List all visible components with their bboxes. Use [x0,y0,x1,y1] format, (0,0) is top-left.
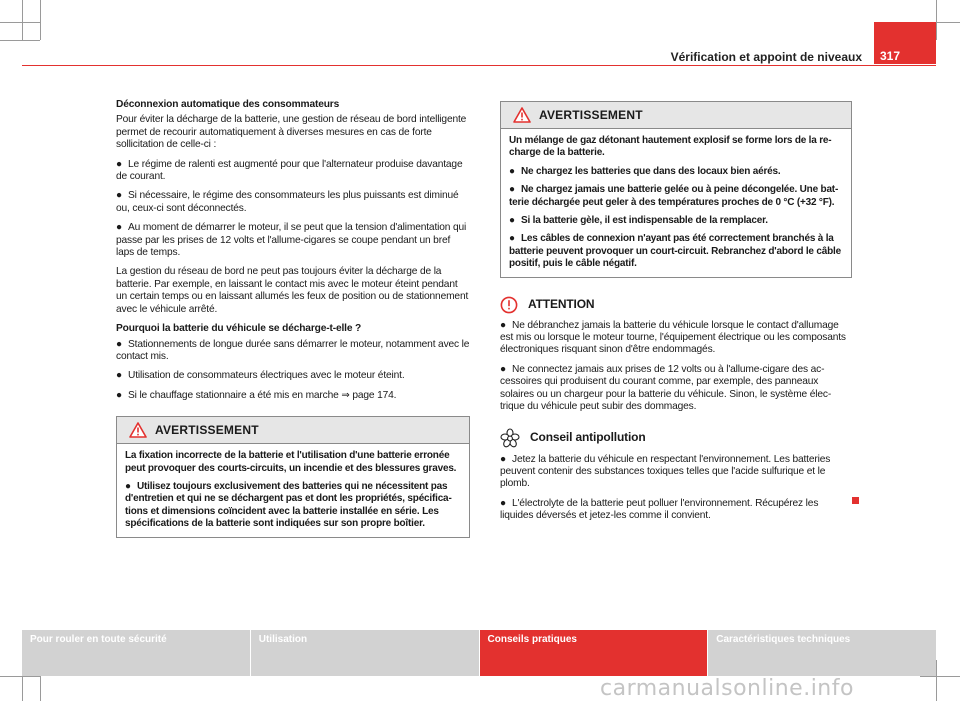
running-header: Vérification et appoint de niveaux [670,50,862,64]
crop-mark [0,40,40,41]
bullet-item [500,364,852,414]
attention-label: ATTENTION [528,297,595,312]
bullet-item [116,390,470,402]
bullet-item [116,159,470,184]
bullet-text: Les câbles de connexion n'ayant pas été correctement branchés à la batterie peuvent provoquer un court-circuit. Rebranchez d'abord le câble positif, puis le câble négatif. [509,233,841,270]
crop-mark [936,660,937,701]
warning-box-body [501,129,851,277]
warning-triangle-icon [129,422,147,438]
watermark: carmanualsonline.info [600,676,854,701]
bullet-dot: ● [509,215,515,227]
section-heading: Pourquoi la batterie du véhicule se décharge-t-elle ? [116,323,362,335]
warning-intro: La fixation incorrecte de la batterie et l'utilisation d'une batterie erronée peut provoquer des courts-circuits, un incendie et des blessures graves. [125,450,457,474]
crop-mark [920,676,960,677]
crop-mark [936,0,937,40]
left-column [116,99,470,538]
bullet-item [116,190,470,215]
bullet-text: Utilisez toujours exclusivement des batteries qui ne nécessitent pas d'entretien et qui ne se déchargent pas et dont les propriétés, spécifications et dimensions coïncident avec la batterie installée en série. Les spécifications de la batterie sont indiquées sur son propre boîtier. [125,480,452,530]
bullet-text: Ne chargez jamais une batterie gelée ou à peine décongelée. Une batterie déchargée peut geler à des températures proches de 0 °C (+32 °F). [509,184,839,208]
eco-heading [500,428,852,448]
exclamation-circle-icon [500,296,518,314]
bullet-text: Si la batterie gèle, il est indispensable de la remplacer. [521,215,768,227]
paragraph: La gestion du réseau de bord ne peut pas toujours éviter la décharge de la batterie. Par exemple, en laissant le contact mis avec le moteur éteint pendant un certain temps ou en laissant allumés les feux de position ou de stationnement avec le véhicule arrêté. [116,266,469,315]
bullet-item [500,454,852,491]
right-column [500,101,852,530]
bullet-dot: ● [500,453,507,465]
page-number-text: 317 [880,49,901,63]
crop-mark [22,0,23,40]
warning-box-header [117,417,469,444]
section-heading: Déconnexion automatique des consommateurs [116,99,340,110]
footer-tab-usage[interactable]: Utilisation [251,630,479,676]
footer-nav [22,630,936,676]
bullet-text: Si nécessaire, le régime des consommateurs les plus puissants est diminué ou, ceux-ci sont déconnectés. [116,190,459,214]
warning-intro: Un mélange de gaz détonant hautement explosif se forme lors de la recharge de la batterie. [509,135,832,159]
section-end-mark [852,497,859,504]
warning-box-body [117,444,469,536]
bullet-text: Le régime de ralenti est augmenté pour que l'alternateur produise davantage de courant. [116,158,463,183]
footer-tab-practical-tips[interactable]: Conseils pratiques [480,630,708,676]
bullet-text: Au moment de démarrer le moteur, il se peut que la tension d'alimentation qui passe par les prises de 12 volts et l'allume-cigares se coupe pendant un bref laps de temps. [116,222,467,259]
bullet-item [116,339,470,364]
bullet-text: Stationnements de longue durée sans démarrer le moteur, notamment avec le contact mis. [116,338,470,362]
bullet-dot: ● [509,233,515,245]
attention-heading [500,296,852,314]
warning-box [116,416,470,537]
warning-triangle-icon [513,107,531,123]
bullet-text: Jetez la batterie du véhicule en respectant l'environnement. Les batteries peuvent contenir des substances toxiques telles que l'acide sulfurique et le plomb. [500,453,831,490]
attention-section [500,296,852,414]
bullet-text: Ne connectez jamais aux prises de 12 volts ou à l'allume-cigare des accessoires qui produisent du courant comme, par exemple, des panneaux solaires ou un chargeur pour la batterie du véhicule. Sinon, le système électrique du véhicule peut subir des dommages. [500,363,832,413]
bullet-text: Ne chargez les batteries que dans des locaux bien aérés. [521,165,781,177]
crop-mark [40,0,41,40]
bullet-text: Utilisation de consommateurs électriques avec le moteur éteint. [128,370,405,382]
bullet-item [125,481,461,531]
warning-label: AVERTISSEMENT [539,107,643,122]
bullet-dot: ● [509,165,515,177]
bullet-dot: ● [125,480,131,492]
crop-mark [0,676,40,677]
flower-icon [500,428,520,448]
bullet-dot: ● [509,184,515,196]
crop-mark [0,22,40,23]
warning-box [500,101,852,278]
bullet-dot: ● [500,363,507,375]
bullet-dot: ● [500,497,507,509]
bullet-dot: ● [500,319,507,331]
bullet-item [509,233,843,270]
bullet-item [509,184,843,209]
page-number [874,22,936,64]
eco-section [500,428,852,523]
paragraph: Pour éviter la décharge de la batterie, une gestion de réseau de bord intelligente permet de recourir automatiquement à diverses mesures en cas de forte sollicitation de celle-ci : [116,114,467,151]
bullet-item [116,370,470,382]
warning-label: AVERTISSEMENT [155,422,259,437]
bullet-dot: ● [116,222,123,234]
bullet-item [500,320,852,357]
bullet-text: L'électrolyte de la batterie peut polluer l'environnement. Récupérez les liquides déversés et jetez-les comme il convient. [500,497,819,522]
bullet-item [500,498,852,523]
header-rule [22,65,936,66]
bullet-dot: ● [116,370,123,382]
bullet-item [509,166,843,178]
bullet-item [116,222,470,259]
eco-label: Conseil antipollution [530,430,646,445]
bullet-dot: ● [116,158,123,170]
warning-box-header [501,102,851,129]
bullet-dot: ● [116,389,123,401]
bullet-dot: ● [116,338,123,350]
bullet-text: Ne débranchez jamais la batterie du véhicule lorsque le contact d'allumage est mis ou lorsque le moteur tourne, l'équipement électrique ou les composants électroniques risquant sinon d'être endommagés. [500,319,846,356]
footer-tab-technical-specs[interactable]: Caractéristiques techniques [708,630,936,676]
bullet-item [509,215,843,227]
footer-tab-safety[interactable]: Pour rouler en toute sécurité [22,630,250,676]
bullet-text: Si le chauffage stationnaire a été mis en marche ⇒ page 174. [128,389,397,401]
bullet-dot: ● [116,190,123,202]
